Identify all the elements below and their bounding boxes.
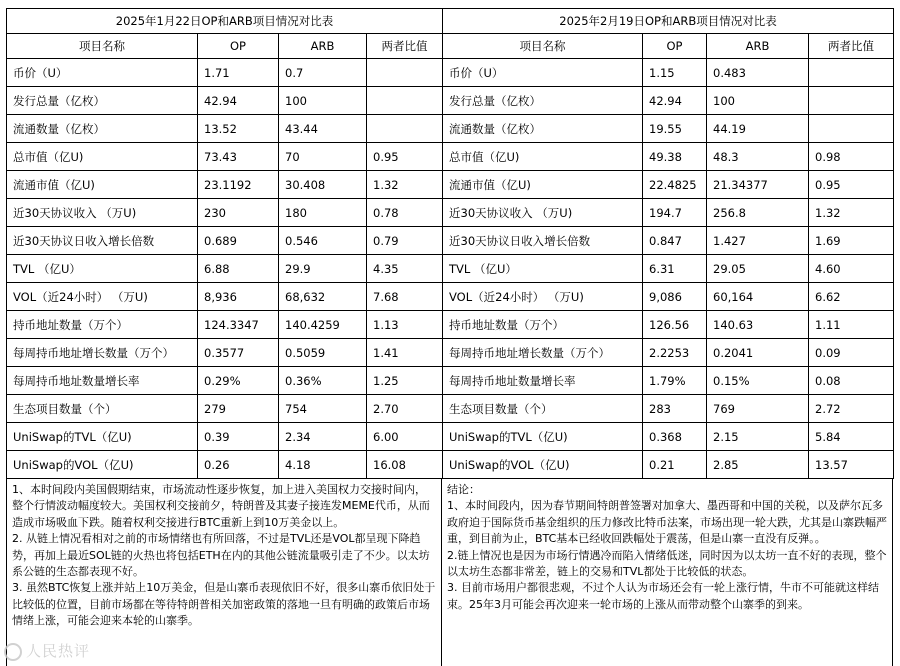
arb-value: 140.63 (707, 311, 809, 339)
right-notes (442, 479, 893, 666)
table-row (7, 255, 443, 283)
item-name: 总市值（亿U) (443, 143, 643, 171)
right-header-name: 项目名称 (443, 34, 643, 59)
left-note-3: 3. 虽然BTC恢复上涨并站上10万美金，但是山寨币表现依旧不好，很多山寨币依旧处于比较低的位置，目前市场都在等待特朗普相关加密政策的落地一旦有明确的政策后市场情绪上涨，可能会迎来本轮的山寨季。 (12, 581, 436, 628)
arb-value: 60,164 (707, 283, 809, 311)
left-header-arb: ARB (279, 34, 367, 59)
op-value: 22.4825 (643, 171, 707, 199)
right-header-ratio: 两者比值 (809, 34, 894, 59)
table-row (443, 423, 894, 451)
item-name: 近30天协议日收入增长倍数 (443, 227, 643, 255)
table-row (443, 227, 894, 255)
op-value: 6.88 (198, 255, 279, 283)
table-row (443, 311, 894, 339)
item-name: 流通数量（亿枚） (7, 115, 198, 143)
table-row (7, 199, 443, 227)
arb-value: 4.18 (279, 451, 367, 479)
op-value: 23.1192 (198, 171, 279, 199)
arb-value: 0.483 (707, 59, 809, 87)
op-value: 230 (198, 199, 279, 227)
item-name: 流通市值（亿U) (7, 171, 198, 199)
op-value: 42.94 (198, 87, 279, 115)
arb-value: 2.85 (707, 451, 809, 479)
op-value: 0.26 (198, 451, 279, 479)
arb-value: 0.5059 (279, 339, 367, 367)
ratio-value: 1.11 (809, 311, 894, 339)
item-name: 近30天协议收入 （万U) (443, 199, 643, 227)
table-row (7, 451, 443, 479)
op-value: 1.71 (198, 59, 279, 87)
op-value: 73.43 (198, 143, 279, 171)
arb-value: 30.408 (279, 171, 367, 199)
ratio-value (809, 59, 894, 87)
table-row (443, 395, 894, 423)
table-row (7, 115, 443, 143)
arb-value: 769 (707, 395, 809, 423)
ratio-value (809, 115, 894, 143)
arb-value: 29.9 (279, 255, 367, 283)
table-row (443, 59, 894, 87)
arb-value: 0.546 (279, 227, 367, 255)
op-value: 283 (643, 395, 707, 423)
arb-value: 180 (279, 199, 367, 227)
table-row (443, 199, 894, 227)
op-value: 49.38 (643, 143, 707, 171)
op-value: 9,086 (643, 283, 707, 311)
ratio-value: 1.13 (367, 311, 443, 339)
table-row (7, 367, 443, 395)
item-name: 币价（U） (443, 59, 643, 87)
arb-value: 0.15% (707, 367, 809, 395)
right-note-1: 1、本时间段内，因为春节期间特朗普签署对加拿大、墨西哥和中国的关税，以及萨尔瓦多政府迫于国际货币基金组织的压力修改比特币法案，市场出现一轮大跌，尤其是山寨跌幅严重，到目前为止，BTC基本已经收回跌幅处于震荡，但是山寨一直没有反弹。。 (447, 499, 887, 546)
table-row (7, 227, 443, 255)
ratio-value (367, 87, 443, 115)
op-value: 126.56 (643, 311, 707, 339)
table-row (7, 395, 443, 423)
table-row (443, 115, 894, 143)
op-value: 0.21 (643, 451, 707, 479)
op-value: 13.52 (198, 115, 279, 143)
arb-value: 68,632 (279, 283, 367, 311)
item-name: 每周持币地址数量增长率 (443, 367, 643, 395)
ratio-value: 7.68 (367, 283, 443, 311)
table-row (443, 143, 894, 171)
item-name: 每周持币地址增长数量（万个） (7, 339, 198, 367)
watermark-logo (4, 640, 134, 664)
ratio-value: 13.57 (809, 451, 894, 479)
right-comparison-panel (442, 8, 893, 666)
ratio-value: 0.78 (367, 199, 443, 227)
table-row (7, 143, 443, 171)
table-row (7, 171, 443, 199)
item-name: 近30天协议日收入增长倍数 (7, 227, 198, 255)
ratio-value: 4.35 (367, 255, 443, 283)
left-comparison-panel (6, 8, 442, 666)
item-name: TVL （亿U） (443, 255, 643, 283)
arb-value: 21.34377 (707, 171, 809, 199)
op-value: 0.689 (198, 227, 279, 255)
item-name: VOL（近24小时） （万U) (7, 283, 198, 311)
op-value: 6.31 (643, 255, 707, 283)
arb-value: 29.05 (707, 255, 809, 283)
arb-value: 2.15 (707, 423, 809, 451)
op-value: 279 (198, 395, 279, 423)
op-value: 1.79% (643, 367, 707, 395)
arb-value: 0.7 (279, 59, 367, 87)
arb-value: 0.2041 (707, 339, 809, 367)
ratio-value (367, 115, 443, 143)
op-value: 0.29% (198, 367, 279, 395)
right-comparison-table (442, 8, 894, 479)
ratio-value: 4.60 (809, 255, 894, 283)
ratio-value: 1.32 (809, 199, 894, 227)
watermark-text: 人民热评 (26, 642, 91, 660)
ratio-value: 2.70 (367, 395, 443, 423)
ratio-value: 6.00 (367, 423, 443, 451)
ratio-value: 0.98 (809, 143, 894, 171)
item-name: TVL （亿U） (7, 255, 198, 283)
arb-value: 1.427 (707, 227, 809, 255)
item-name: 持币地址数量（万个） (443, 311, 643, 339)
arb-value: 140.4259 (279, 311, 367, 339)
right-table-title: 2025年2月19日OP和ARB项目情况对比表 (443, 9, 894, 34)
arb-value: 754 (279, 395, 367, 423)
right-header-arb: ARB (707, 34, 809, 59)
arb-value: 100 (279, 87, 367, 115)
item-name: 发行总量（亿枚） (443, 87, 643, 115)
table-row (7, 283, 443, 311)
watermark-icon (4, 643, 22, 661)
op-value: 1.15 (643, 59, 707, 87)
ratio-value: 0.95 (809, 171, 894, 199)
right-note-3: 3. 目前市场用户都很悲观，不过个人认为市场还会有一轮上涨行情，牛市不可能就这样结束。25年3月可能会再次迎来一轮市场的上涨从而带动整个山寨季的到来。 (447, 581, 879, 611)
item-name: UniSwap的VOL（亿U) (7, 451, 198, 479)
table-row (443, 171, 894, 199)
ratio-value: 5.84 (809, 423, 894, 451)
op-value: 19.55 (643, 115, 707, 143)
op-value: 2.2253 (643, 339, 707, 367)
arb-value: 70 (279, 143, 367, 171)
item-name: UniSwap的VOL（亿U) (443, 451, 643, 479)
table-row (443, 87, 894, 115)
ratio-value: 1.41 (367, 339, 443, 367)
arb-value: 44.19 (707, 115, 809, 143)
op-value: 8,936 (198, 283, 279, 311)
ratio-value: 6.62 (809, 283, 894, 311)
item-name: VOL（近24小时） （万U) (443, 283, 643, 311)
right-note-2: 2.链上情况也是因为市场行情遇冷而陷入情绪低迷，同时因为以太坊一直不好的表现，整个以太坊生态都非常差，链上的交易和TVL都处于比较低的状态。 (447, 548, 887, 579)
right-header-op: OP (643, 34, 707, 59)
arb-value: 100 (707, 87, 809, 115)
left-header-op: OP (198, 34, 279, 59)
table-row (7, 311, 443, 339)
arb-value: 256.8 (707, 199, 809, 227)
table-row (7, 87, 443, 115)
item-name: 币价（U） (7, 59, 198, 87)
ratio-value: 2.72 (809, 395, 894, 423)
left-note-1: 1、本时间段内美国假期结束，市场流动性逐步恢复，加上进入美国权力交接时间内，整个行情波动幅度较大。美国权利交接前夕，特朗普及其妻子接连发MEME代币，从而造成市场吸血下跌。随着权利交接进行BTC重新上到10万美金以上。 (12, 483, 430, 529)
ratio-value: 0.09 (809, 339, 894, 367)
ratio-value (809, 87, 894, 115)
left-note-2: 2. 从链上情况看相对之前的市场情绪也有所回落，不过是TVL还是VOL都呈现下降趋势，再加上最近SOL链的火热也将包括ETH在内的其他公链流量吸引走了不少。以太坊系公链的生态都表现不好。 (12, 532, 430, 579)
item-name: 持币地址数量（万个） (7, 311, 198, 339)
left-header-ratio: 两者比值 (367, 34, 443, 59)
op-value: 0.368 (643, 423, 707, 451)
table-row (443, 451, 894, 479)
item-name: 流通市值（亿U) (443, 171, 643, 199)
item-name: 发行总量（亿枚） (7, 87, 198, 115)
ratio-value: 0.95 (367, 143, 443, 171)
arb-value: 0.36% (279, 367, 367, 395)
item-name: UniSwap的TVL（亿U) (7, 423, 198, 451)
item-name: 每周持币地址增长数量（万个） (443, 339, 643, 367)
ratio-value: 0.79 (367, 227, 443, 255)
ratio-value (367, 59, 443, 87)
item-name: 流通数量（亿枚） (443, 115, 643, 143)
left-table-title: 2025年1月22日OP和ARB项目情况对比表 (7, 9, 443, 34)
arb-value: 48.3 (707, 143, 809, 171)
table-row (7, 423, 443, 451)
ratio-value: 1.25 (367, 367, 443, 395)
item-name: UniSwap的TVL（亿U) (443, 423, 643, 451)
table-row (7, 59, 443, 87)
item-name: 每周持币地址数量增长率 (7, 367, 198, 395)
table-row (443, 255, 894, 283)
item-name: 生态项目数量（个） (7, 395, 198, 423)
table-row (443, 283, 894, 311)
op-value: 0.3577 (198, 339, 279, 367)
left-notes (6, 479, 442, 666)
item-name: 生态项目数量（个） (443, 395, 643, 423)
ratio-value: 0.08 (809, 367, 894, 395)
table-row (7, 339, 443, 367)
left-comparison-table (6, 8, 443, 479)
table-row (443, 367, 894, 395)
ratio-value: 1.69 (809, 227, 894, 255)
item-name: 总市值（亿U) (7, 143, 198, 171)
left-header-name: 项目名称 (7, 34, 198, 59)
ratio-value: 1.32 (367, 171, 443, 199)
op-value: 194.7 (643, 199, 707, 227)
right-note-heading: 结论： (447, 483, 480, 496)
op-value: 124.3347 (198, 311, 279, 339)
arb-value: 43.44 (279, 115, 367, 143)
op-value: 0.39 (198, 423, 279, 451)
item-name: 近30天协议收入 （万U) (7, 199, 198, 227)
arb-value: 2.34 (279, 423, 367, 451)
op-value: 0.847 (643, 227, 707, 255)
table-row (443, 339, 894, 367)
ratio-value: 16.08 (367, 451, 443, 479)
op-value: 42.94 (643, 87, 707, 115)
